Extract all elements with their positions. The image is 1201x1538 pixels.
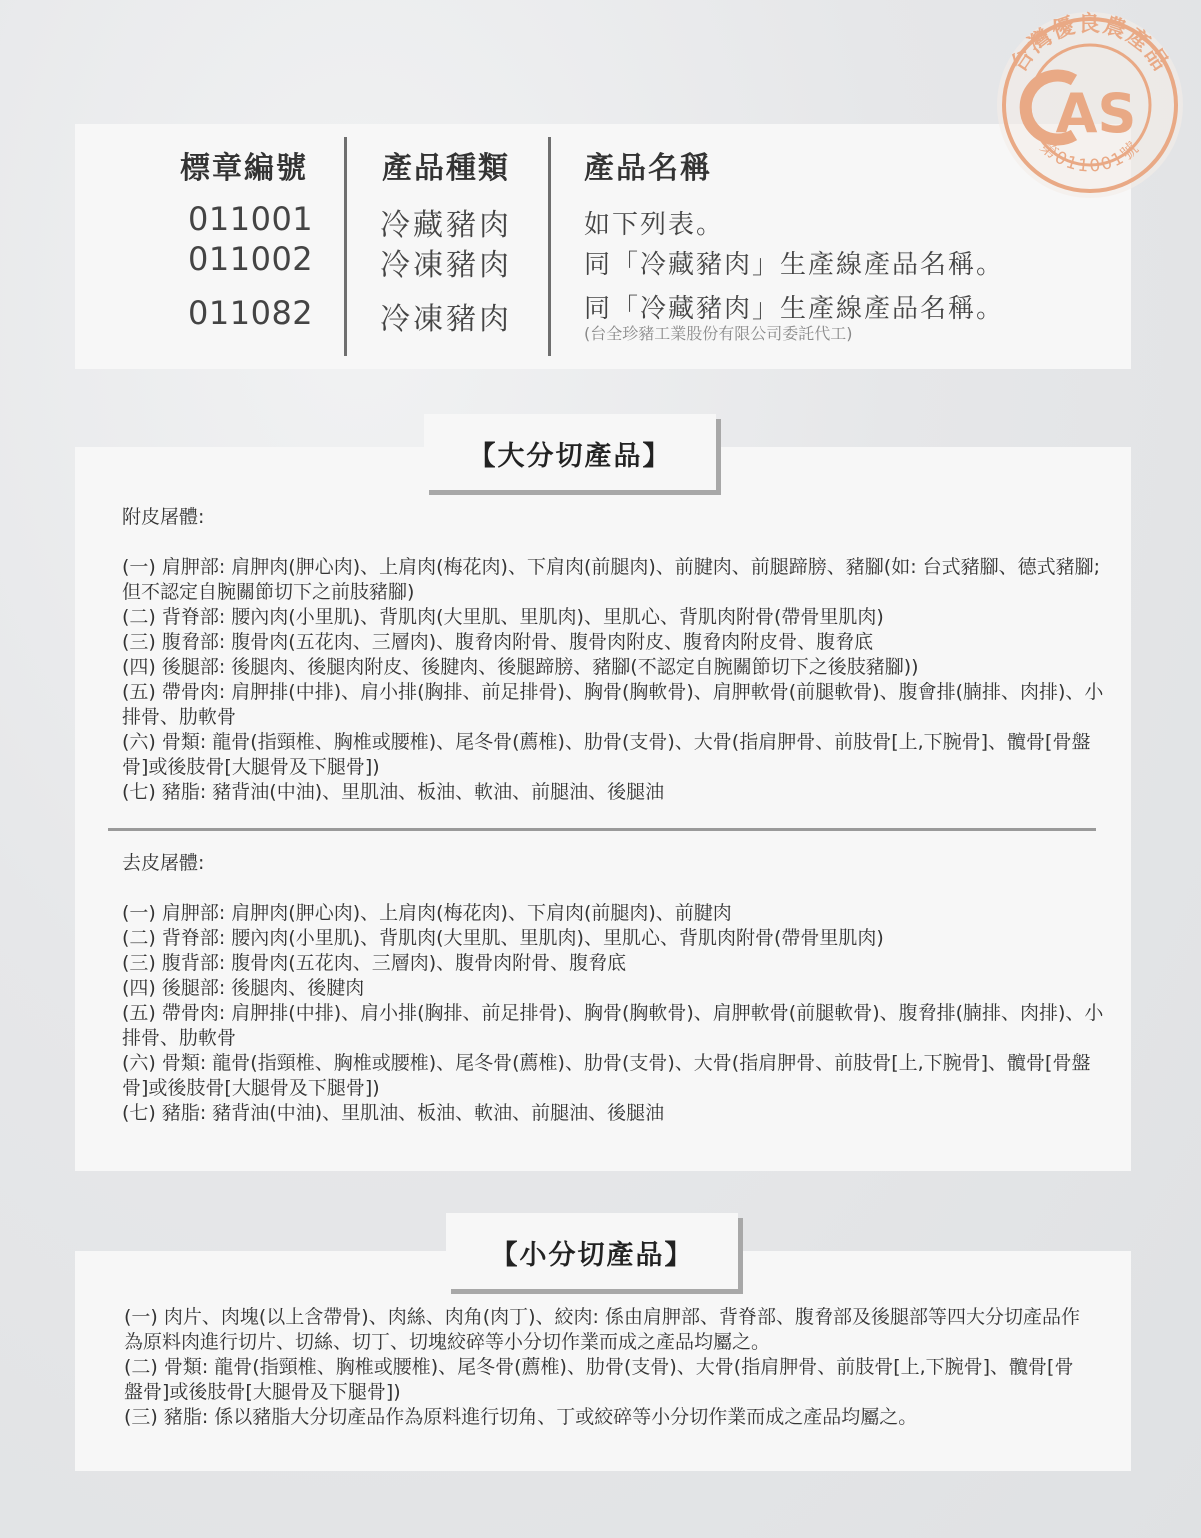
list-item: (三) 腹脅部: 腹骨肉(五花肉、三層肉)、腹脅肉附骨、腹骨肉附皮、腹脅肉附皮骨、腹脅底 <box>122 631 874 653</box>
list-item: (四) 後腿部: 後腿肉、後腱肉 <box>122 977 365 999</box>
header-product-type: 產品種類 <box>382 151 510 186</box>
product-name: 同「冷藏豬肉」生產線產品名稱。 <box>584 250 1005 280</box>
cas-seal-icon <box>988 10 1193 200</box>
list-item: (三) 腹背部: 腹骨肉(五花肉、三層肉)、腹骨肉附骨、腹脅底 <box>122 952 627 974</box>
list-item: (三) 豬脂: 係以豬脂大分切產品作為原料進行切角、丁或絞碎等小分切作業而成之產品均屬之。 <box>124 1406 918 1428</box>
large-cut-title: 【大分切產品】 <box>468 441 672 472</box>
small-cut-title: 【小分切產品】 <box>490 1240 694 1271</box>
label-code: 011002 <box>188 240 314 278</box>
column-divider <box>548 137 551 356</box>
product-type: 冷凍豬肉 <box>380 248 512 283</box>
product-name: 同「冷藏豬肉」生產線產品名稱。 <box>584 294 1005 324</box>
svg-text:AS: AS <box>1055 82 1137 145</box>
list-item: (五) 帶骨肉: 肩胛排(中排)、肩小排(胸排、前足排骨)、胸骨(胸軟骨)、肩胛軟骨(前腿軟骨)、腹脅排(腩排、肉排)、小排骨、肋軟骨 <box>122 1002 1104 1049</box>
list-item: (五) 帶骨肉: 肩胛排(中排)、肩小排(胸排、前足排骨)、胸骨(胸軟骨)、肩胛軟骨(前腿軟骨)、腹會排(腩排、肉排)、小排骨、肋軟骨 <box>122 681 1104 728</box>
list-item: (一) 肩胛部: 肩胛肉(胛心肉)、上肩肉(梅花肉)、下肩肉(前腿肉)、前腱肉、前腿蹄膀、豬腳(如: 台式豬腳、德式豬腳; 但不認定自腕關節切下之前肢豬腳) <box>122 556 1101 603</box>
header-product-name: 產品名稱 <box>584 151 712 186</box>
label-code: 011082 <box>188 294 314 332</box>
skin-off-heading: 去皮屠體: <box>122 852 205 874</box>
list-item: (六) 骨類: 龍骨(指頸椎、胸椎或腰椎)、尾冬骨(薦椎)、肋骨(支骨)、大骨(指肩胛骨、前肢骨[上,下腕骨]、髖骨[骨盤骨]或後肢骨[大腿骨及下腿骨]) <box>122 1052 1091 1099</box>
list-item: (四) 後腿部: 後腿肉、後腿肉附皮、後腱肉、後腿蹄膀、豬腳(不認定自腕關節切下之後肢豬腳)) <box>122 656 919 678</box>
skin-on-heading: 附皮屠體: <box>122 506 205 528</box>
skin-off-section <box>122 851 1107 1126</box>
label-code: 011001 <box>188 200 314 238</box>
list-item: (六) 骨類: 龍骨(指頸椎、胸椎或腰椎)、尾冬骨(薦椎)、肋骨(支骨)、大骨(指肩胛骨、前肢骨[上,下腕骨]、髖骨[骨盤骨]或後肢骨[大腿骨及下腿骨]) <box>122 731 1091 778</box>
small-cut-section <box>124 1305 1089 1430</box>
product-type: 冷藏豬肉 <box>380 208 512 243</box>
list-item: (二) 背脊部: 腰內肉(小里肌)、背肌肉(大里肌、里肌肉)、里肌心、背肌肉附骨(帶骨里肌肉) <box>122 927 884 949</box>
list-item: (一) 肉片、肉塊(以上含帶骨)、肉絲、肉角(肉丁)、絞肉: 係由肩胛部、背脊部、腹脅部及後腿部等四大分切產品作為原料肉進行切片、切絲、切丁、切塊絞碎等小分切作業而成之產品均屬之。 <box>124 1306 1080 1353</box>
section-divider <box>108 828 1096 831</box>
oem-note: (台全珍豬工業股份有限公司委託代工) <box>584 324 853 343</box>
list-item: (七) 豬脂: 豬背油(中油)、里肌油、板油、軟油、前腿油、後腿油 <box>122 1102 665 1124</box>
header-label-number: 標章編號 <box>180 151 308 186</box>
list-item: (一) 肩胛部: 肩胛肉(胛心肉)、上肩肉(梅花肉)、下肩肉(前腿肉)、前腱肉 <box>122 902 732 924</box>
skin-on-section <box>122 505 1107 805</box>
svg-text:台灣優良農產品: 台灣優良農產品 <box>1006 12 1174 77</box>
product-name: 如下列表。 <box>584 210 725 240</box>
list-item: (二) 骨類: 龍骨(指頸椎、胸椎或腰椎)、尾冬骨(薦椎)、肋骨(支骨)、大骨(指肩胛骨、前肢骨[上,下腕骨]、髖骨[骨盤骨]或後肢骨[大腿骨及下腿骨]) <box>124 1356 1074 1403</box>
product-type: 冷凍豬肉 <box>380 302 512 337</box>
svg-text:第011001號: 第011001號 <box>1035 137 1145 177</box>
list-item: (七) 豬脂: 豬背油(中油)、里肌油、板油、軟油、前腿油、後腿油 <box>122 781 665 803</box>
column-divider <box>344 137 347 356</box>
list-item: (二) 背脊部: 腰內肉(小里肌)、背肌肉(大里肌、里肌肉)、里肌心、背肌肉附骨(帶骨里肌肉) <box>122 606 884 628</box>
